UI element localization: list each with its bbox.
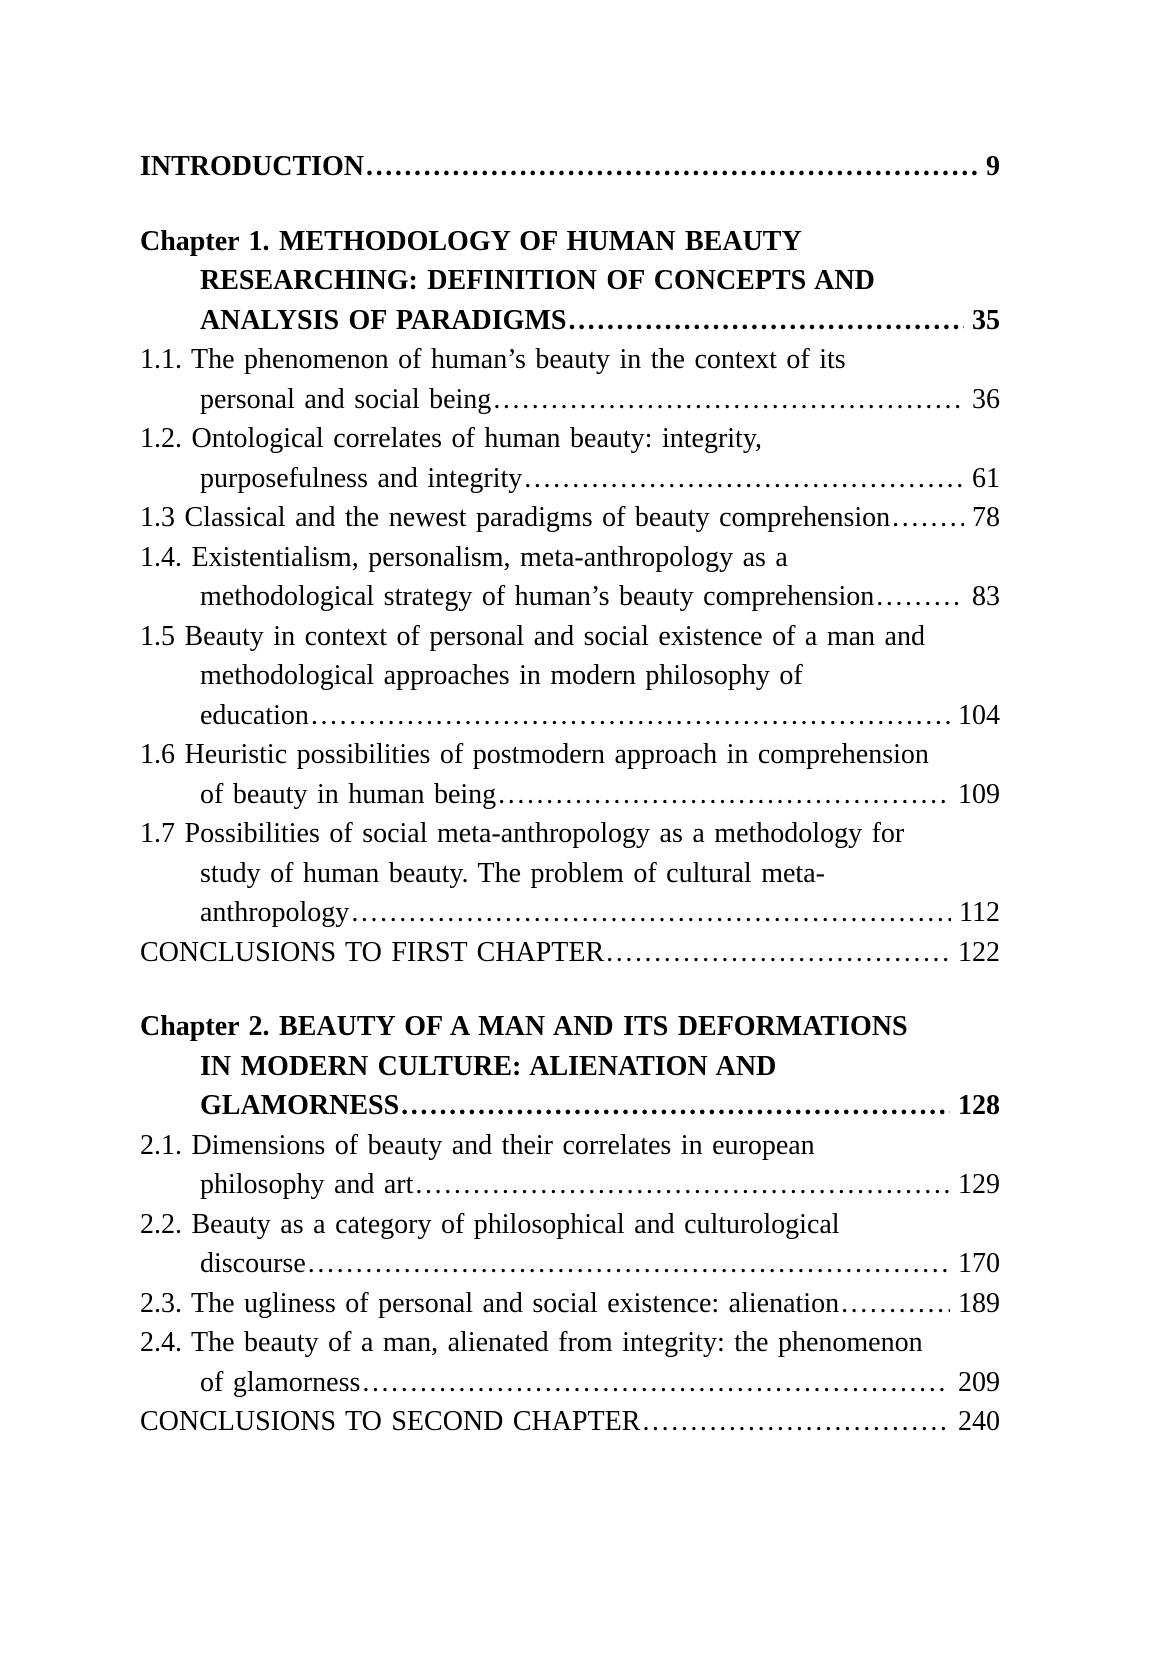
page-number: 35 [972, 304, 1000, 336]
toc-line-text: GLAMORNESS [200, 1090, 400, 1121]
toc-line [140, 656, 1000, 696]
toc-entry-section-1-3 [140, 498, 1000, 538]
toc-line-text: 2.3. The ugliness of personal and social existence: alienation [140, 1287, 840, 1319]
toc-entry-section-2-4 [140, 1323, 1000, 1402]
toc-line-text: ANALYSIS OF PARADIGMS [200, 304, 567, 336]
toc-line [140, 1126, 1000, 1166]
toc-line-text: study of human beauty. The problem of cultural meta- [200, 857, 825, 889]
toc-line [140, 893, 1000, 933]
toc-entry-section-1-1 [140, 340, 1000, 419]
dot-leader [839, 1284, 950, 1324]
page-number: 209 [958, 1366, 1000, 1398]
dot-leader [349, 893, 951, 933]
toc-line [140, 222, 1000, 262]
toc-line [140, 854, 1000, 894]
toc-line-text: INTRODUCTION [140, 151, 365, 182]
toc-line-text: Chapter 2. BEAUTY OF A MAN AND ITS DEFORMATIONS [140, 1011, 908, 1042]
toc-line [140, 1007, 1000, 1047]
toc-line-text: discourse [200, 1248, 306, 1279]
toc-line-text: personal and social being [200, 383, 492, 415]
toc-entry-section-1-2 [140, 419, 1000, 498]
toc-line [140, 1047, 1000, 1087]
toc-line-text: 1.6 Heuristic possibilities of postmodern approach in comprehension [140, 739, 929, 770]
toc-line [140, 814, 1000, 854]
toc-line [140, 735, 1000, 775]
page-number: 9 [986, 151, 1000, 182]
toc-line-text: 1.4. Existentialism, personalism, meta-anthropology as a [140, 541, 788, 573]
toc-line [140, 933, 1000, 973]
toc-entry-chapter-1 [140, 222, 1000, 341]
page-number: 128 [958, 1090, 1000, 1121]
toc-entry-conclusions-second-chapter [140, 1402, 1000, 1442]
toc-line-text: CONCLUSIONS TO SECOND CHAPTER [140, 1406, 641, 1437]
toc-entry-introduction [140, 147, 1000, 187]
toc-line [140, 498, 1000, 538]
dot-leader [413, 1165, 950, 1205]
toc-line-text: 1.3 Classical and the newest paradigms of beauty comprehension [140, 502, 891, 533]
toc-entry-section-2-2 [140, 1205, 1000, 1284]
page-number: 109 [958, 778, 1000, 810]
toc-entry-section-1-5 [140, 617, 1000, 736]
toc-line [140, 340, 1000, 380]
dot-leader [360, 1363, 950, 1403]
toc-line-text: of glamorness [200, 1366, 361, 1398]
toc-line-text: 1.2. Ontological correlates of human beauty: integrity, [140, 423, 763, 454]
page-number: 170 [958, 1248, 1000, 1279]
dot-leader [566, 301, 964, 341]
dot-leader [640, 1402, 950, 1442]
toc-line-text: RESEARCHING: DEFINITION OF CONCEPTS AND [200, 265, 875, 296]
toc-line-text: 2.4. The beauty of a man, alienated from integrity: the phenomenon [140, 1327, 923, 1358]
page-number: 104 [958, 699, 1000, 731]
toc-line [140, 1363, 1000, 1403]
toc-line-text: of beauty in human being [200, 778, 497, 810]
toc-line [140, 1086, 1000, 1126]
toc-line [140, 1284, 1000, 1324]
toc-line [140, 459, 1000, 499]
toc-line [140, 261, 1000, 301]
dot-leader [874, 577, 964, 617]
toc-line [140, 1165, 1000, 1205]
toc-entry-chapter-2 [140, 1007, 1000, 1126]
dot-leader [491, 380, 964, 420]
toc-line-text: anthropology [200, 897, 350, 928]
toc-entry-section-1-7 [140, 814, 1000, 933]
toc-line [140, 419, 1000, 459]
page-number: 122 [958, 936, 1000, 968]
toc-line [140, 577, 1000, 617]
toc-line-text: philosophy and art [200, 1169, 414, 1200]
page-number: 61 [972, 462, 1000, 494]
toc-entry-section-1-6 [140, 735, 1000, 814]
dot-leader [604, 933, 950, 973]
toc-line [140, 538, 1000, 578]
dot-leader [496, 775, 950, 815]
page-number: 83 [972, 581, 1000, 612]
dot-leader [306, 1244, 950, 1284]
page-number: 240 [958, 1406, 1000, 1437]
page-number: 78 [972, 502, 1000, 533]
toc-line-text: 1.7 Possibilities of social meta-anthropology as a methodology for [140, 818, 905, 849]
toc-line-text: 1.1. The phenomenon of human’s beauty in the context of its [140, 344, 846, 375]
dot-leader [309, 696, 950, 736]
toc-line-text: methodological strategy of human’s beauty comprehension [200, 581, 875, 612]
toc-line-text: CONCLUSIONS TO FIRST CHAPTER [140, 936, 605, 968]
toc-line [140, 301, 1000, 341]
toc-line [140, 1205, 1000, 1245]
toc-line-text: 1.5 Beauty in context of personal and social existence of a man and [140, 620, 925, 652]
page-number: 36 [972, 383, 1000, 415]
page-number: 112 [959, 897, 1000, 928]
toc-line-text: IN MODERN CULTURE: ALIENATION AND [200, 1050, 777, 1082]
toc-line [140, 1323, 1000, 1363]
toc-line [140, 696, 1000, 736]
toc-line-text: 2.1. Dimensions of beauty and their correlates in european [140, 1129, 815, 1161]
toc-line [140, 1402, 1000, 1442]
toc-line-text: education [200, 699, 309, 731]
toc-line [140, 1244, 1000, 1284]
toc-entry-section-2-3 [140, 1284, 1000, 1324]
toc-line [140, 147, 1000, 187]
toc-line [140, 380, 1000, 420]
dot-leader [364, 147, 978, 187]
toc-line-text: 2.2. Beauty as a category of philosophical and culturological [140, 1208, 840, 1240]
toc-line [140, 775, 1000, 815]
toc-line-text: Chapter 1. METHODOLOGY OF HUMAN BEAUTY [140, 225, 802, 257]
dot-leader [399, 1086, 950, 1126]
toc-line-text: methodological approaches in modern philosophy of [200, 660, 803, 691]
dot-leader [522, 459, 964, 499]
toc-line [140, 617, 1000, 657]
toc-entry-section-2-1 [140, 1126, 1000, 1205]
page-number: 129 [958, 1169, 1000, 1200]
toc-entry-section-1-4 [140, 538, 1000, 617]
table-of-contents [140, 147, 1000, 1442]
page-number: 189 [958, 1287, 1000, 1319]
dot-leader [890, 498, 964, 538]
toc-line-text: purposefulness and integrity [200, 462, 523, 494]
toc-entry-conclusions-first-chapter [140, 933, 1000, 973]
